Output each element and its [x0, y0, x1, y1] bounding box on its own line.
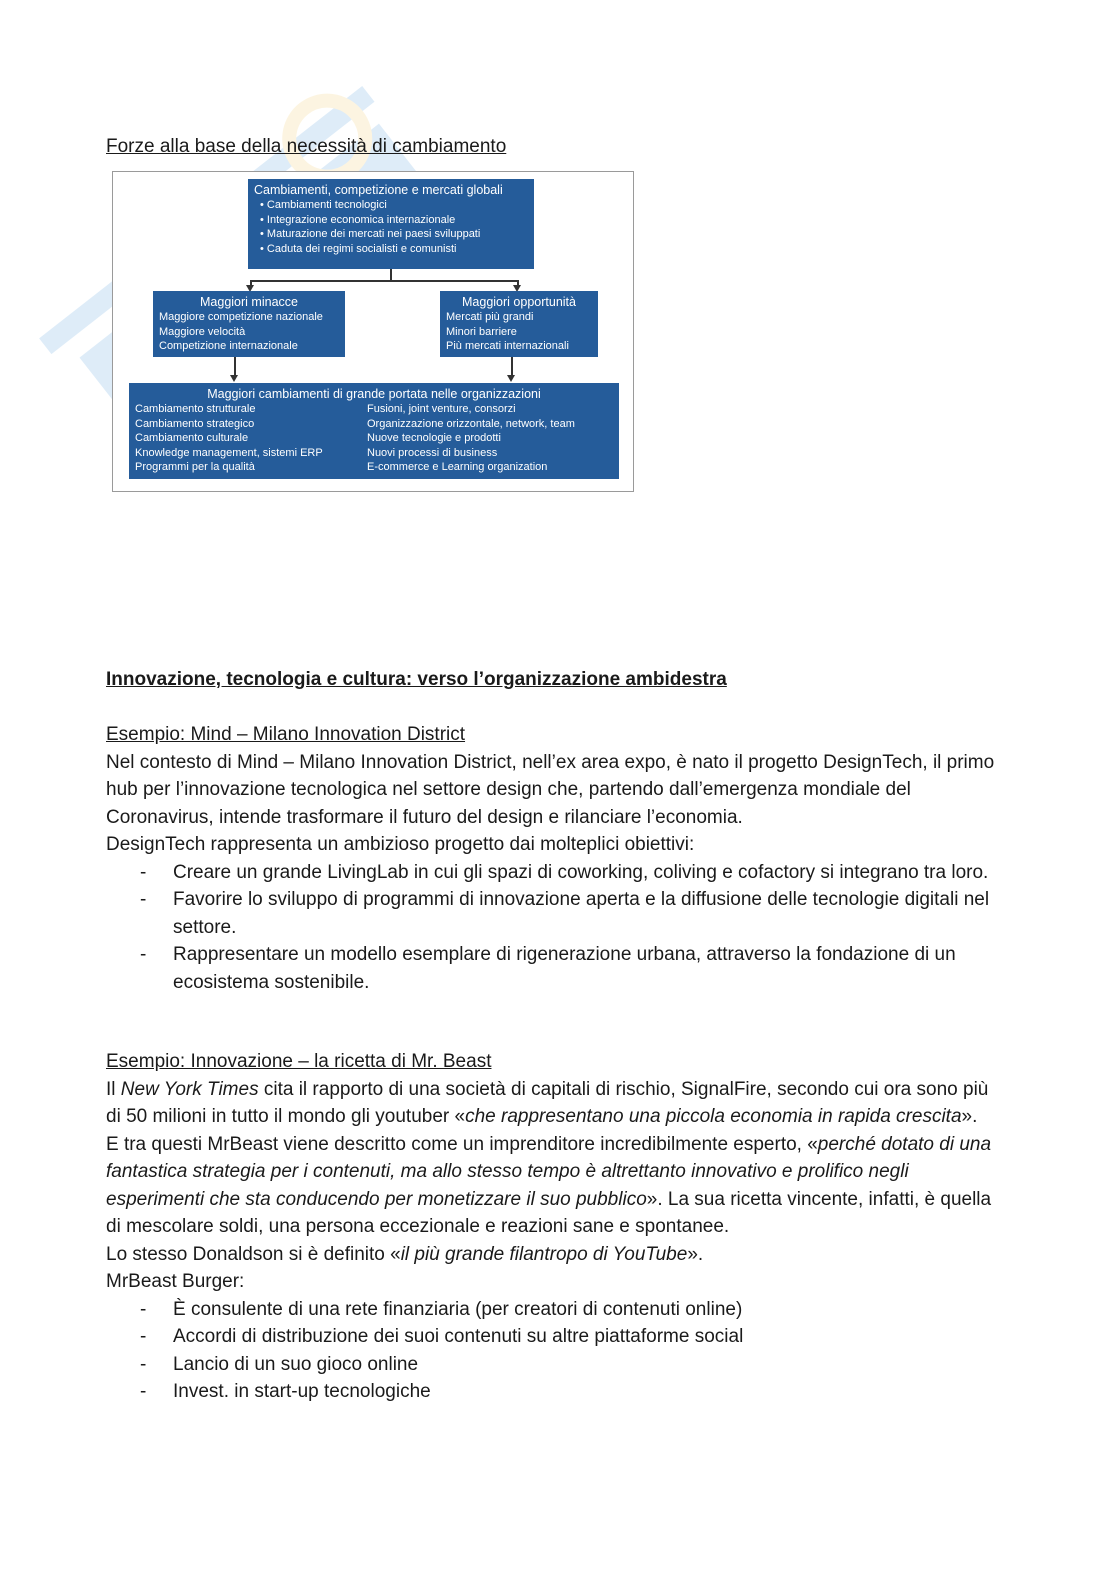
org-change-item: Cambiamento strategico: [135, 417, 255, 430]
opportunities-item: Minori barriere: [446, 325, 517, 338]
bullet-item: - Rappresentare un modello esemplare di rigenerazione urbana, attraverso la fondazione di un ecosistema sostenibile.: [106, 941, 1006, 996]
threats-title: Maggiori minacce: [200, 295, 298, 309]
text-run: cita il rapporto di una società di capitali di rischio, SignalFire, secondo cui ora sono più di 50 milioni in tutto il mondo gli youtuber «: [106, 1078, 989, 1127]
connector-horizontal: [250, 280, 518, 282]
newspaper-name: New York Times: [120, 1078, 259, 1100]
connector-left-down: [234, 357, 236, 376]
org-changes-box: [129, 383, 619, 479]
threats-item: Maggiore velocità: [159, 325, 246, 338]
mrbeast-burger-intro: MrBeast Burger:: [106, 1271, 245, 1292]
text-run: ».: [687, 1243, 704, 1265]
example-mind-paragraph: Nel contesto di Mind – Milano Innovation District, nell’ex area expo, è nato il progetto DesignTech, il primo hub per l’innovazione tecnologica nel settore design che, partendo dall’emergenza mondiale del Coronavirus, intende trasformare il futuro del design e rilanciare l’economia.: [106, 751, 995, 828]
example-mind-bullets: [106, 859, 1006, 997]
mrbeast-bullets: [106, 1296, 1006, 1406]
opportunities-item: Più mercati internazionali: [446, 340, 569, 352]
arrow-right-to-bottom: [507, 375, 515, 382]
text-run: Il: [106, 1078, 121, 1100]
example-mind-title: Esempio: Mind – Milano Innovation District: [106, 724, 466, 745]
global-markets-item: • Integrazione economica internazionale: [260, 213, 528, 228]
change-forces-diagram: [112, 171, 634, 492]
threats-item: Maggiore competizione nazionale: [159, 311, 323, 323]
org-change-item: E-commerce e Learning organization: [367, 461, 548, 473]
threats-box: [153, 291, 345, 357]
text-run: Lo stesso Donaldson si è definito «: [106, 1243, 401, 1265]
example-mrbeast: [106, 1048, 1006, 1406]
bullet-item: - Accordi di distribuzione dei suoi contenuti su altre piattaforme social: [106, 1323, 1006, 1351]
global-markets-item: • Cambiamenti tecnologici: [260, 198, 528, 213]
threats-item: Competizione internazionale: [159, 340, 298, 352]
bullet-item: - Invest. in start-up tecnologiche: [106, 1378, 1006, 1406]
quote-text: il più grande filantropo di YouTube: [400, 1243, 688, 1265]
org-change-item: Knowledge management, sistemi ERP: [135, 446, 323, 459]
global-markets-box: [248, 179, 534, 269]
bullet-item: - Creare un grande LivingLab in cui gli spazi di coworking, coliving e cofactory si integrano tra loro.: [106, 859, 1006, 887]
global-markets-item: • Caduta dei regimi socialisti e comunisti: [260, 242, 528, 257]
text-run: E tra questi MrBeast viene descritto come un imprenditore incredibilmente esperto, «: [106, 1133, 818, 1155]
org-change-item: Cambiamento strutturale: [135, 403, 256, 415]
bullet-item: - Favorire lo sviluppo di programmi di innovazione aperta e la diffusione delle tecnologie digitali nel settore.: [106, 886, 1006, 941]
diagram-caption: Forze alla base della necessità di cambiamento: [106, 136, 507, 157]
opportunities-item: Mercati più grandi: [446, 311, 534, 323]
mrbeast-paragraph-3: [106, 1241, 1006, 1269]
org-change-item: Organizzazione orizzontale, network, team: [367, 417, 575, 430]
org-change-item: Nuovi processi di business: [367, 446, 498, 459]
section-title: Innovazione, tecnologia e cultura: verso l’organizzazione ambidestra: [106, 669, 727, 690]
example-mrbeast-title: Esempio: Innovazione – la ricetta di Mr. Beast: [106, 1051, 492, 1072]
quote-text: perché dotato di una fantastica strategia per i contenuti, ma allo stesso tempo è altrettanto innovativo e prolifico negli esperimenti che sta conducendo per monetizzare il suo pubblico: [106, 1133, 992, 1210]
opportunities-title: Maggiori opportunità: [462, 295, 576, 309]
global-markets-title: Cambiamenti, competizione e mercati globali: [254, 183, 503, 197]
mrbeast-paragraph-1: [106, 1076, 1006, 1131]
org-change-item: Programmi per la qualità: [135, 461, 255, 473]
example-mind: [106, 721, 1006, 996]
org-change-item: Cambiamento culturale: [135, 432, 249, 444]
quote-text: che rappresentano una piccola economia in rapida crescita: [465, 1106, 962, 1127]
example-mind-intro: DesignTech rappresenta un ambizioso progetto dai molteplici obiettivi:: [106, 834, 695, 855]
mrbeast-paragraph-2: [106, 1131, 1006, 1241]
bullet-item: - È consulente di una rete finanziaria (per creatori di contenuti online): [106, 1296, 1006, 1324]
connector-right-down: [511, 357, 513, 376]
text-run: ». La sua ricetta vincente, infatti, è quella di mescolare soldi, una persona eccezionale e reazioni sane e spontanee.: [106, 1188, 992, 1237]
opportunities-box: [440, 291, 598, 357]
org-changes-title: Maggiori cambiamenti di grande portata nelle organizzazioni: [207, 387, 541, 401]
org-change-item: Fusioni, joint venture, consorzi: [367, 403, 516, 415]
global-markets-item: • Maturazione dei mercati nei paesi sviluppati: [260, 227, 528, 242]
org-change-item: Nuove tecnologie e prodotti: [367, 432, 501, 444]
text-run: ».: [961, 1106, 978, 1127]
arrow-left-to-bottom: [230, 375, 238, 382]
bullet-item: - Lancio di un suo gioco online: [106, 1351, 1006, 1379]
